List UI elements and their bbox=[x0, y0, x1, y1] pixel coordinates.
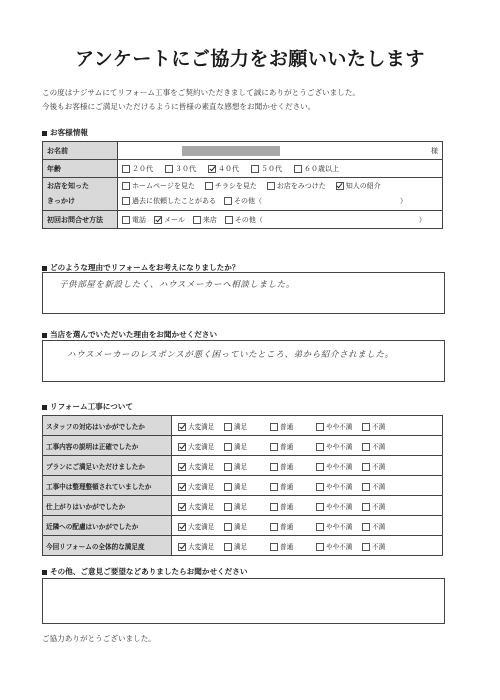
age-option-label: ３０代 bbox=[175, 164, 196, 173]
satisfaction-option-label: 普通 bbox=[280, 522, 294, 531]
checked-checkbox-icon[interactable] bbox=[154, 216, 162, 224]
satisfaction-question: 今回リフォームの全体的な満足度 bbox=[43, 536, 172, 556]
satisfaction-option-label: 満足 bbox=[234, 482, 248, 491]
trigger-option[interactable] bbox=[224, 194, 262, 209]
satisfaction-option[interactable] bbox=[224, 541, 270, 551]
satisfaction-choices bbox=[172, 516, 443, 536]
satisfaction-option[interactable] bbox=[362, 421, 408, 431]
satisfaction-option[interactable] bbox=[178, 481, 224, 491]
checkbox-icon[interactable] bbox=[122, 197, 130, 205]
satisfaction-option-label: やや不満 bbox=[326, 442, 353, 451]
contact-options bbox=[118, 211, 443, 229]
checkbox-icon[interactable] bbox=[205, 182, 213, 190]
footer-thanks: ご協力ありがとうございました。 bbox=[42, 634, 156, 643]
checkbox-icon[interactable] bbox=[362, 523, 370, 531]
contact-option[interactable] bbox=[122, 215, 146, 225]
satisfaction-option-label: 不満 bbox=[372, 502, 386, 511]
satisfaction-option-label: 不満 bbox=[372, 542, 386, 551]
age-label: 年齢 bbox=[43, 160, 118, 178]
checkbox-icon[interactable] bbox=[270, 463, 278, 471]
satisfaction-option-label: 大変満足 bbox=[188, 542, 215, 551]
other-answer-box[interactable] bbox=[42, 578, 445, 624]
satisfaction-option[interactable] bbox=[224, 461, 270, 471]
satisfaction-question: スタッフの対応はいかがでしたか bbox=[43, 416, 172, 436]
checkbox-icon[interactable] bbox=[122, 165, 130, 173]
satisfaction-choices bbox=[172, 536, 443, 556]
reason-answer-text: 子供部屋を新設したく、ハウスメーカーへ相談しました。 bbox=[59, 280, 296, 290]
checkbox-icon[interactable] bbox=[224, 523, 232, 531]
satisfaction-option[interactable] bbox=[316, 501, 362, 511]
satisfaction-option[interactable] bbox=[316, 541, 362, 551]
age-option[interactable] bbox=[251, 164, 282, 174]
checkbox-icon[interactable] bbox=[270, 423, 278, 431]
intro-line: この度はナジサムにてリフォーム工事をご契約いただきまして誠にありがとうございました。 bbox=[42, 88, 361, 97]
satisfaction-option-label: 満足 bbox=[234, 542, 248, 551]
satisfaction-option-label: 大変満足 bbox=[188, 462, 215, 471]
trigger-option[interactable] bbox=[205, 179, 257, 194]
satisfaction-option[interactable] bbox=[178, 521, 224, 531]
satisfaction-option-label: 満足 bbox=[234, 522, 248, 531]
satisfaction-option[interactable] bbox=[270, 481, 316, 491]
trigger-option-label: チラシを見た bbox=[214, 182, 257, 190]
satisfaction-option-label: 普通 bbox=[280, 542, 294, 551]
satisfaction-option[interactable] bbox=[270, 461, 316, 471]
satisfaction-option[interactable] bbox=[224, 501, 270, 511]
satisfaction-option[interactable] bbox=[270, 521, 316, 531]
satisfaction-option-label: 普通 bbox=[280, 422, 294, 431]
checkbox-icon[interactable] bbox=[362, 463, 370, 471]
satisfaction-option[interactable] bbox=[178, 501, 224, 511]
satisfaction-option-label: 大変満足 bbox=[188, 482, 215, 491]
checkbox-icon[interactable] bbox=[270, 443, 278, 451]
checked-checkbox-icon[interactable] bbox=[208, 165, 216, 173]
satisfaction-choices bbox=[172, 416, 443, 436]
contact-option-label: メール bbox=[164, 215, 185, 224]
satisfaction-section-title: リフォーム工事について bbox=[42, 401, 133, 412]
age-option[interactable] bbox=[122, 164, 153, 174]
satisfaction-row bbox=[43, 456, 443, 476]
paren-close: ） bbox=[400, 197, 407, 205]
satisfaction-option[interactable] bbox=[362, 541, 408, 551]
satisfaction-option[interactable] bbox=[270, 421, 316, 431]
contact-option-label: その他（ bbox=[234, 215, 263, 224]
satisfaction-option[interactable] bbox=[224, 481, 270, 491]
trigger-option-label: 過去に依頼したことがある bbox=[132, 197, 216, 205]
satisfaction-row bbox=[43, 436, 443, 456]
satisfaction-option[interactable] bbox=[316, 481, 362, 491]
satisfaction-option-label: 満足 bbox=[234, 422, 248, 431]
checkbox-icon[interactable] bbox=[224, 443, 232, 451]
satisfaction-option[interactable] bbox=[316, 461, 362, 471]
reason-answer-box[interactable] bbox=[42, 272, 445, 314]
age-option-label: ５０代 bbox=[261, 164, 282, 173]
satisfaction-option[interactable] bbox=[316, 521, 362, 531]
square-bullet-icon bbox=[42, 570, 47, 575]
satisfaction-option-label: 満足 bbox=[234, 442, 248, 451]
trigger-option[interactable] bbox=[122, 194, 216, 209]
trigger-option[interactable] bbox=[336, 179, 381, 194]
satisfaction-choices bbox=[172, 456, 443, 476]
square-bullet-icon bbox=[42, 266, 47, 271]
satisfaction-row bbox=[43, 476, 443, 496]
satisfaction-option[interactable] bbox=[316, 421, 362, 431]
intro-text bbox=[42, 86, 472, 114]
trigger-option[interactable] bbox=[122, 179, 195, 194]
satisfaction-option[interactable] bbox=[178, 441, 224, 451]
name-label: お名前 bbox=[43, 142, 118, 160]
satisfaction-row bbox=[43, 416, 443, 436]
satisfaction-option[interactable] bbox=[316, 441, 362, 451]
contact-option[interactable] bbox=[225, 215, 263, 225]
satisfaction-option-label: 不満 bbox=[372, 442, 386, 451]
reason-section-title: どのような理由でリフォームをお考えになりましたか？ bbox=[42, 262, 239, 273]
checkbox-icon[interactable] bbox=[165, 165, 173, 173]
checkbox-icon[interactable] bbox=[270, 543, 278, 551]
satisfaction-option-label: 大変満足 bbox=[188, 422, 215, 431]
age-option-label: ２０代 bbox=[132, 164, 153, 173]
satisfaction-row bbox=[43, 536, 443, 556]
checked-checkbox-icon[interactable] bbox=[178, 463, 186, 471]
choice-answer-box[interactable] bbox=[42, 340, 445, 382]
customer-info-table bbox=[42, 141, 443, 229]
checkbox-icon[interactable] bbox=[267, 182, 275, 190]
checkbox-icon[interactable] bbox=[251, 165, 259, 173]
checked-checkbox-icon[interactable] bbox=[178, 523, 186, 531]
satisfaction-option-label: 普通 bbox=[280, 462, 294, 471]
contact-option[interactable] bbox=[154, 215, 185, 225]
satisfaction-question: プランにご満足いただけましたか bbox=[43, 456, 172, 476]
satisfaction-table bbox=[42, 415, 443, 556]
satisfaction-option-label: やや不満 bbox=[326, 462, 353, 471]
page-title: アンケートにご協力をお願いいたします bbox=[75, 48, 425, 70]
satisfaction-option-label: やや不満 bbox=[326, 522, 353, 531]
satisfaction-option-label: 満足 bbox=[234, 502, 248, 511]
satisfaction-option[interactable] bbox=[270, 501, 316, 511]
satisfaction-option[interactable] bbox=[178, 421, 224, 431]
satisfaction-option-label: やや不満 bbox=[326, 422, 353, 431]
contact-option[interactable] bbox=[193, 215, 217, 225]
satisfaction-option-label: やや不満 bbox=[326, 482, 353, 491]
satisfaction-choices bbox=[172, 436, 443, 456]
satisfaction-row bbox=[43, 516, 443, 536]
checkbox-icon[interactable] bbox=[193, 216, 201, 224]
satisfaction-option-label: やや不満 bbox=[326, 502, 353, 511]
satisfaction-question: 仕上がりはいかがでしたか bbox=[43, 496, 172, 516]
checkbox-icon[interactable] bbox=[316, 463, 324, 471]
age-option-label: ６０歳以上 bbox=[304, 164, 339, 173]
satisfaction-option[interactable] bbox=[362, 481, 408, 491]
checked-checkbox-icon[interactable] bbox=[178, 483, 186, 491]
satisfaction-choices bbox=[172, 476, 443, 496]
checkbox-icon[interactable] bbox=[224, 423, 232, 431]
satisfaction-option-label: 普通 bbox=[280, 482, 294, 491]
trigger-option[interactable] bbox=[267, 179, 326, 194]
checked-checkbox-icon[interactable] bbox=[178, 423, 186, 431]
other-section-title: その他、ご意見ご要望などありましたらお聞かせください bbox=[42, 566, 247, 577]
checkbox-icon[interactable] bbox=[362, 543, 370, 551]
checkbox-icon[interactable] bbox=[362, 503, 370, 511]
checked-checkbox-icon[interactable] bbox=[178, 503, 186, 511]
satisfaction-option[interactable] bbox=[178, 461, 224, 471]
checkbox-icon[interactable] bbox=[316, 423, 324, 431]
satisfaction-option-label: 大変満足 bbox=[188, 522, 215, 531]
checkbox-icon[interactable] bbox=[316, 443, 324, 451]
checked-checkbox-icon[interactable] bbox=[336, 182, 344, 190]
satisfaction-option[interactable] bbox=[224, 421, 270, 431]
satisfaction-option[interactable] bbox=[224, 441, 270, 451]
trigger-option-label: 知人の紹介 bbox=[345, 182, 381, 190]
satisfaction-option-label: 不満 bbox=[372, 422, 386, 431]
satisfaction-option[interactable] bbox=[270, 541, 316, 551]
checkbox-icon[interactable] bbox=[316, 543, 324, 551]
age-option[interactable] bbox=[165, 164, 196, 174]
checkbox-icon[interactable] bbox=[362, 423, 370, 431]
satisfaction-question: 近隣への配慮はいかがでしたか bbox=[43, 516, 172, 536]
checkbox-icon[interactable] bbox=[362, 483, 370, 491]
intro-line: 今後もお客様にご満足いただけるように皆様の素直な感想をお聞かせください。 bbox=[42, 102, 316, 111]
checkbox-icon[interactable] bbox=[270, 503, 278, 511]
checkbox-icon[interactable] bbox=[270, 483, 278, 491]
checked-checkbox-icon[interactable] bbox=[178, 443, 186, 451]
checkbox-icon[interactable] bbox=[224, 543, 232, 551]
square-bullet-icon bbox=[42, 405, 47, 410]
checkbox-icon[interactable] bbox=[316, 503, 324, 511]
checkbox-icon[interactable] bbox=[294, 165, 302, 173]
paren-close: ） bbox=[418, 215, 426, 224]
satisfaction-option-label: 普通 bbox=[280, 442, 294, 451]
checkbox-icon[interactable] bbox=[122, 216, 130, 224]
contact-label: 初回お問合せ方法 bbox=[43, 211, 118, 229]
trigger-label: お店を知った きっかけ bbox=[43, 178, 118, 211]
satisfaction-option[interactable] bbox=[178, 541, 224, 551]
satisfaction-option[interactable] bbox=[362, 461, 408, 471]
checkbox-icon[interactable] bbox=[316, 523, 324, 531]
trigger-option-label: ホームページを見た bbox=[132, 182, 195, 190]
square-bullet-icon bbox=[42, 333, 47, 338]
satisfaction-option-label: 不満 bbox=[372, 482, 386, 491]
satisfaction-option[interactable] bbox=[224, 521, 270, 531]
checkbox-icon[interactable] bbox=[224, 483, 232, 491]
satisfaction-option[interactable] bbox=[362, 441, 408, 451]
satisfaction-question: 工事中は整理整頓されていましたか bbox=[43, 476, 172, 496]
redacted-name bbox=[182, 146, 280, 156]
trigger-option-label: お店をみつけた bbox=[276, 182, 326, 190]
age-option[interactable] bbox=[208, 164, 239, 174]
satisfaction-option-label: 大変満足 bbox=[188, 442, 215, 451]
choice-section-title: 当店を選んでいただいた理由をお聞かせください bbox=[42, 329, 217, 340]
satisfaction-question: 工事内容の説明は正確でしたか bbox=[43, 436, 172, 456]
checkbox-icon[interactable] bbox=[225, 216, 233, 224]
satisfaction-choices bbox=[172, 496, 443, 516]
satisfaction-option-label: 普通 bbox=[280, 502, 294, 511]
checkbox-icon[interactable] bbox=[224, 463, 232, 471]
satisfaction-row bbox=[43, 496, 443, 516]
satisfaction-option[interactable] bbox=[270, 441, 316, 451]
checkbox-icon[interactable] bbox=[316, 483, 324, 491]
customer-section-title: お客様情報 bbox=[42, 127, 88, 138]
satisfaction-option[interactable] bbox=[362, 521, 408, 531]
satisfaction-option-label: やや不満 bbox=[326, 542, 353, 551]
satisfaction-option-label: 不満 bbox=[372, 522, 386, 531]
checkbox-icon[interactable] bbox=[224, 503, 232, 511]
age-option[interactable] bbox=[294, 164, 339, 174]
name-field[interactable] bbox=[118, 142, 443, 160]
contact-option-label: 来店 bbox=[202, 215, 217, 224]
square-bullet-icon bbox=[42, 131, 47, 136]
choice-answer-text: ハウスメーカーのレスポンスが悪く困っていたところ、弟から紹介されました。 bbox=[67, 350, 394, 360]
checkbox-icon[interactable] bbox=[362, 443, 370, 451]
satisfaction-option[interactable] bbox=[362, 501, 408, 511]
checkbox-icon[interactable] bbox=[122, 182, 130, 190]
trigger-options bbox=[118, 178, 443, 211]
age-option-label: ４０代 bbox=[218, 164, 239, 173]
satisfaction-option-label: 満足 bbox=[234, 462, 248, 471]
checkbox-icon[interactable] bbox=[270, 523, 278, 531]
contact-option-label: 電話 bbox=[132, 215, 146, 224]
checkbox-icon[interactable] bbox=[224, 197, 232, 205]
trigger-option-label: その他（ bbox=[234, 197, 262, 205]
satisfaction-option-label: 不満 bbox=[372, 462, 386, 471]
satisfaction-option-label: 大変満足 bbox=[188, 502, 215, 511]
checked-checkbox-icon[interactable] bbox=[178, 543, 186, 551]
age-options bbox=[118, 160, 443, 178]
name-suffix: 様 bbox=[431, 146, 438, 155]
